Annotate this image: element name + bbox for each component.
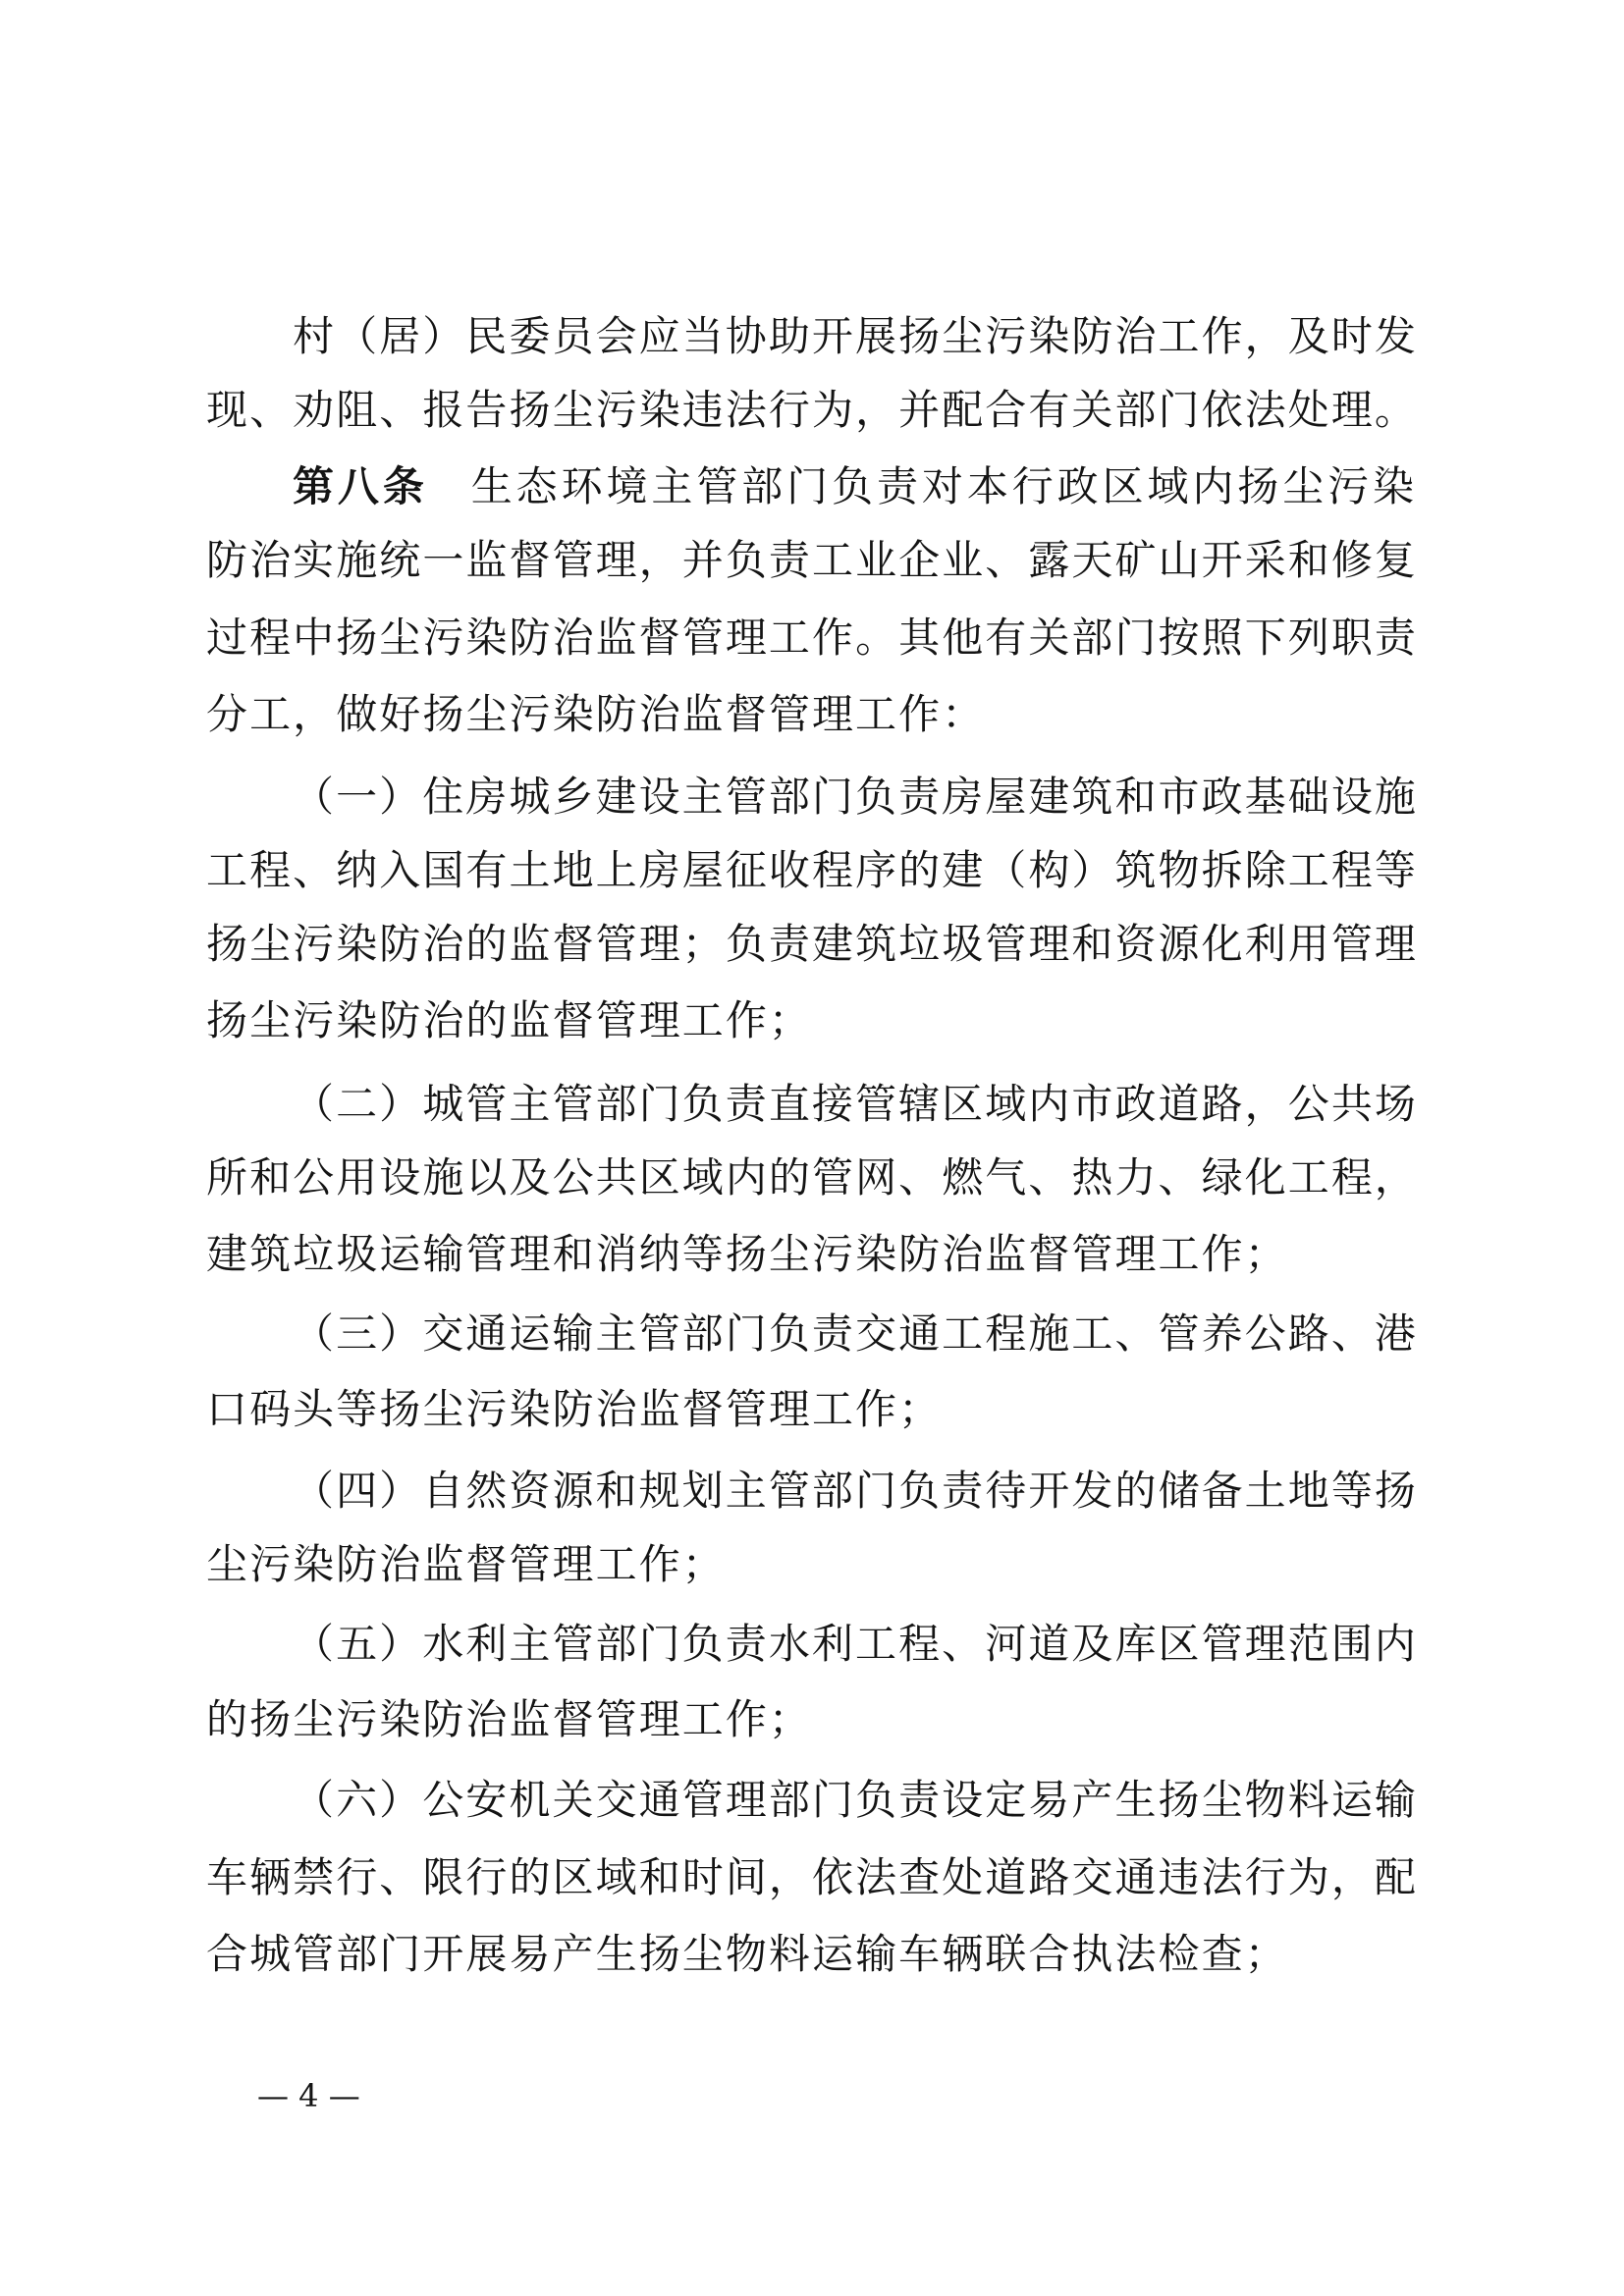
line-text: 防治实施统一监督管理，并负责工业企业、露天矿山开采和修复	[206, 536, 1418, 584]
text-line	[206, 1695, 1418, 1743]
line-text: （四）自然资源和规划主管部门负责待开发的储备土地等扬	[293, 1467, 1418, 1515]
line-text: 尘污染防治监督管理工作；	[206, 1540, 726, 1588]
line-text: 分工，做好扬尘污染防治监督管理工作：	[206, 690, 986, 738]
line-text: 车辆禁行、限行的区域和时间，依法查处道路交通违法行为，配	[206, 1853, 1418, 1901]
text-line	[206, 1540, 1418, 1588]
line-text: （五）水利主管部门负责水利工程、河道及库区管理范围内	[293, 1620, 1418, 1668]
line-text: 所和公用设施以及公共区域内的管网、燃气、热力、绿化工程，	[206, 1153, 1418, 1201]
line-text: 的扬尘污染防治监督管理工作；	[206, 1695, 812, 1743]
text-line	[293, 775, 1418, 819]
text-line	[293, 1080, 1418, 1128]
line-text: （一）住房城乡建设主管部门负责房屋建筑和市政基础设施	[293, 773, 1418, 821]
text-line	[206, 386, 1418, 434]
text-line	[293, 1309, 1418, 1358]
line-text: 村（居）民委员会应当协助开展扬尘污染防治工作，及时发	[293, 312, 1418, 360]
line-text: 工程、纳入国有土地上房屋征收程序的建（构）筑物拆除工程等	[206, 846, 1418, 894]
line-text: （二）城管主管部门负责直接管辖区域内市政道路，公共场	[293, 1080, 1418, 1128]
text-line	[293, 1469, 1418, 1513]
line-text: 合城管部门开展易产生扬尘物料运输车辆联合执法检查；	[206, 1930, 1288, 1978]
line-text: （三）交通运输主管部门负责交通工程施工、管养公路、港	[293, 1309, 1418, 1358]
article-heading: 第八条	[293, 462, 428, 510]
text-line	[293, 1620, 1418, 1668]
text-line	[206, 1853, 1418, 1901]
article-8-first-line	[293, 462, 1418, 510]
text-line	[206, 1930, 1418, 1978]
text-line	[293, 312, 1418, 360]
line-text-group	[293, 462, 1418, 510]
text-line	[206, 1385, 1418, 1433]
text-line	[206, 1230, 1418, 1278]
line-text: 扬尘污染防治的监督管理工作；	[206, 996, 812, 1044]
line-text: 生态环境主管部门负责对本行政区域内扬尘污染	[470, 462, 1418, 510]
text-line	[206, 690, 1418, 738]
text-line	[206, 1153, 1418, 1201]
line-text: 建筑垃圾运输管理和消纳等扬尘污染防治监督管理工作；	[206, 1230, 1288, 1278]
text-line	[206, 846, 1418, 894]
text-line	[206, 616, 1418, 660]
text-line	[206, 536, 1418, 584]
line-text: （六）公安机关交通管理部门负责设定易产生扬尘物料运输	[293, 1776, 1418, 1824]
page-number: — 4 —	[257, 2077, 360, 2114]
text-line	[293, 1776, 1418, 1824]
line-text: 过程中扬尘污染防治监督管理工作。其他有关部门按照下列职责	[206, 614, 1418, 662]
line-text: 现、劝阻、报告扬尘污染违法行为，并配合有关部门依法处理。	[206, 386, 1418, 434]
text-line	[206, 996, 1418, 1044]
text-line	[206, 920, 1418, 968]
line-text: 扬尘污染防治的监督管理；负责建筑垃圾管理和资源化利用管理	[206, 920, 1418, 968]
line-text: 口码头等扬尘污染防治监督管理工作；	[206, 1385, 943, 1433]
